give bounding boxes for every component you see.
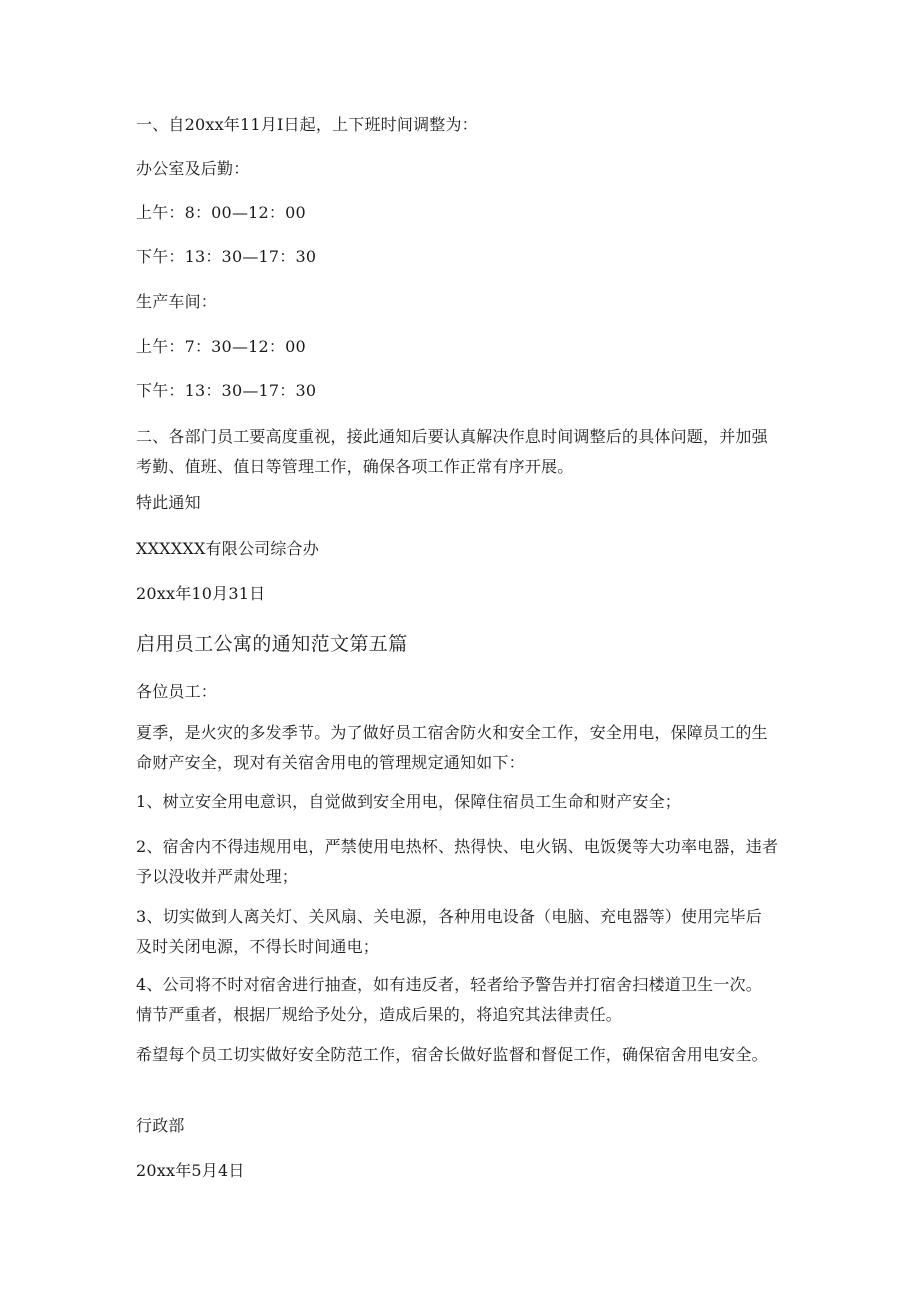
intro-paragraph: 夏季，是火灾的多发季节。为了做好员工宿舍防火和安全工作，安全用电，保障员工的生命财产安全，现对有关宿舍用电的管理规定通知如下： — [136, 723, 768, 772]
rule-item-4: 4、公司将不时对宿舍进行抽查，如有违反者，轻者给予警告并打宿舍扫楼道卫生一次。情节严重者，根据厂规给予处分，造成后果的，将追究其法律责任。 — [136, 975, 762, 1024]
rule-item-3: 3、切实做到人离关灯、关风扇、关电源，各种用电设备（电脑、充电器等）使用完毕后及时关闭电源，不得长时间通电； — [136, 907, 762, 956]
notice-closing: 特此通知 — [136, 493, 201, 512]
rule-item-1: 1、树立安全用电意识，自觉做到安全用电，保障住宿员工生命和财产安全； — [136, 792, 681, 811]
closing-paragraph: 希望每个员工切实做好安全防范工作，宿舍长做好监督和督促工作，确保宿舍用电安全。 — [136, 1045, 768, 1064]
office-morning-hours: 上午：8：00—12：00 — [136, 203, 306, 222]
greeting: 各位员工： — [136, 682, 218, 701]
notice-issuer: XXXXXX有限公司综合办 — [136, 539, 319, 558]
schedule-item-2: 二、各部门员工要高度重视，接此通知后要认真解决作息时间调整后的具体问题，并加强考勤、值班、值日等管理工作，确保各项工作正常有序开展。 — [136, 427, 768, 476]
notice-date: 20xx年10月31日 — [136, 584, 266, 603]
signature-date: 20xx年5月4日 — [136, 1161, 245, 1180]
schedule-item-1: 一、自20xx年11月I日起，上下班时间调整为： — [136, 115, 478, 134]
office-afternoon-hours: 下午：13：30—17：30 — [136, 247, 317, 266]
section-title: 启用员工公寓的通知范文第五篇 — [136, 633, 408, 655]
department-signature: 行政部 — [136, 1116, 185, 1135]
workshop-label: 生产车间： — [136, 292, 218, 311]
office-label: 办公室及后勤： — [136, 159, 250, 178]
rule-item-2: 2、宿舍内不得违规用电，严禁使用电热杯、热得快、电火锅、电饭煲等大功率电器，违者予以没收并严肃处理； — [136, 837, 779, 886]
workshop-afternoon-hours: 下午：13：30—17：30 — [136, 381, 317, 400]
workshop-morning-hours: 上午：7：30—12：00 — [136, 337, 306, 356]
